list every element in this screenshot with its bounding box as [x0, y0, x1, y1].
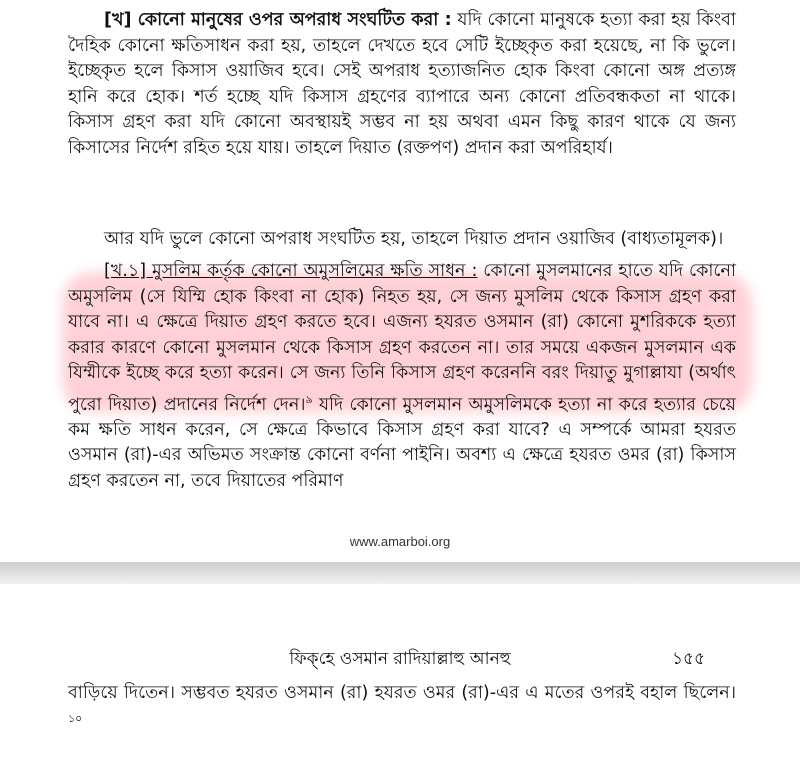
page-divider — [0, 562, 800, 584]
paragraph-2 — [68, 227, 736, 253]
running-title: ফিক্‌হে ওসমান রাদিয়াল্লাহু আনহু — [289, 649, 511, 669]
paragraph-1-body: যদি কোনো মানুষকে হত্যা করা হয় কিংবা দৈহিক কোনো ক্ষতিসাধন করা হয়, তাহলে দেখতে হবে সেটি ইচ্ছেকৃত করা হয়েছে, না কি ভুলে। ইচ্ছেকৃত হলে কিসাস ওয়াজিব হবে। সেই অপরাধ হত্যাজনিত হোক কিংবা কোনো অঙ্গ প্রত্যঙ্গ হানি করে হোক। শর্ত হচ্ছে যদি কিসাস গ্রহণের ব্যাপারে অন্য কোনো প্রতিবন্ধকতা না থাকে। কিসাস গ্রহণ করা যদি কোনো অবস্থায়ই সম্ভব না হয় অথবা এমন কিছু কারণ থাকে যে জন্য কিসাসের নির্দেশ রহিত হয়ে যায়। তাহলে দিয়াত (রক্তপণ) প্রদান করা অপরিহার্য। — [68, 10, 736, 158]
website-watermark: www.amarboi.org — [349, 534, 451, 549]
paragraph-1-heading: [খ] কোনো মানুষের ওপর অপরাধ সংঘটিত করা : — [104, 10, 452, 30]
paragraph-1 — [68, 8, 736, 161]
paragraph-4-text: বাড়িয়ে দিতেন। সম্ভবত হযরত ওসমান (রা) হযরত ওমর (রা)-এর এ মতের ওপরই বহাল ছিলেন। — [68, 683, 736, 703]
page-bottom — [0, 584, 800, 774]
paragraph-3 — [68, 259, 736, 494]
footnote-9[interactable]: ৯ — [305, 392, 313, 406]
paragraph-3-body-b: যদি কোনো মুসলমান অমুসলিমকে হত্যা না করে হত্যার চেয়ে কম ক্ষতি সাধন করেন, সে ক্ষেত্রে কিভাবে কিসাস গ্রহণ করা যাবে? এ সম্পর্কে আমরা হযরত ওসমান (রা)-এর অভিমত সংক্রান্ত কোনো বর্ণনা পাইনি। অবশ্য এ ক্ষেত্রে হযরত ওমর (রা) কিসাস গ্রহণ করতেন না, তবে দিয়াতের পরিমাণ — [68, 394, 736, 491]
footnote-10[interactable]: ১০ — [68, 712, 83, 725]
paragraph-4 — [68, 680, 736, 737]
page-number: ১৫৫ — [672, 649, 706, 669]
paragraph-2-text: আর যদি ভুলে কোনো অপরাধ সংঘটিত হয়, তাহলে দিয়াত প্রদান ওয়াজিব (বাধ্যতামূলক)। — [104, 229, 724, 249]
paragraph-3-heading: [খ.১] মুসলিম কর্তৃক কোনো অমুসলিমের ক্ষতি সাধন : — [104, 261, 478, 281]
paragraph-3-body-a: কোনো মুসলমানের হাতে যদি কোনো অমুসলিম (সে যিম্মি হোক কিংবা না হোক) নিহত হয়, সে জন্য মুসলিম থেকে কিসাস গ্রহণ করা যাবে না। এ ক্ষেত্রে দিয়াত গ্রহণ করতে হবে। এজন্য হযরত ওসমান (রা) কোনো মুশরিককে হত্যা করার কারণে কোনো মুসলমান থেকে কিসাস গ্রহণ করতেন না। তার সময়ে একজন মুসলমান এক যিম্মীকে ইচ্ছে করে হত্যা করেন। সে জন্য তিনি কিসাস গ্রহণ করেননি বরং দিয়াতু মুগাল্লাযা (অর্থাৎ পুরো দিয়াত) প্রদানের নির্দেশ দেন। — [68, 261, 736, 415]
